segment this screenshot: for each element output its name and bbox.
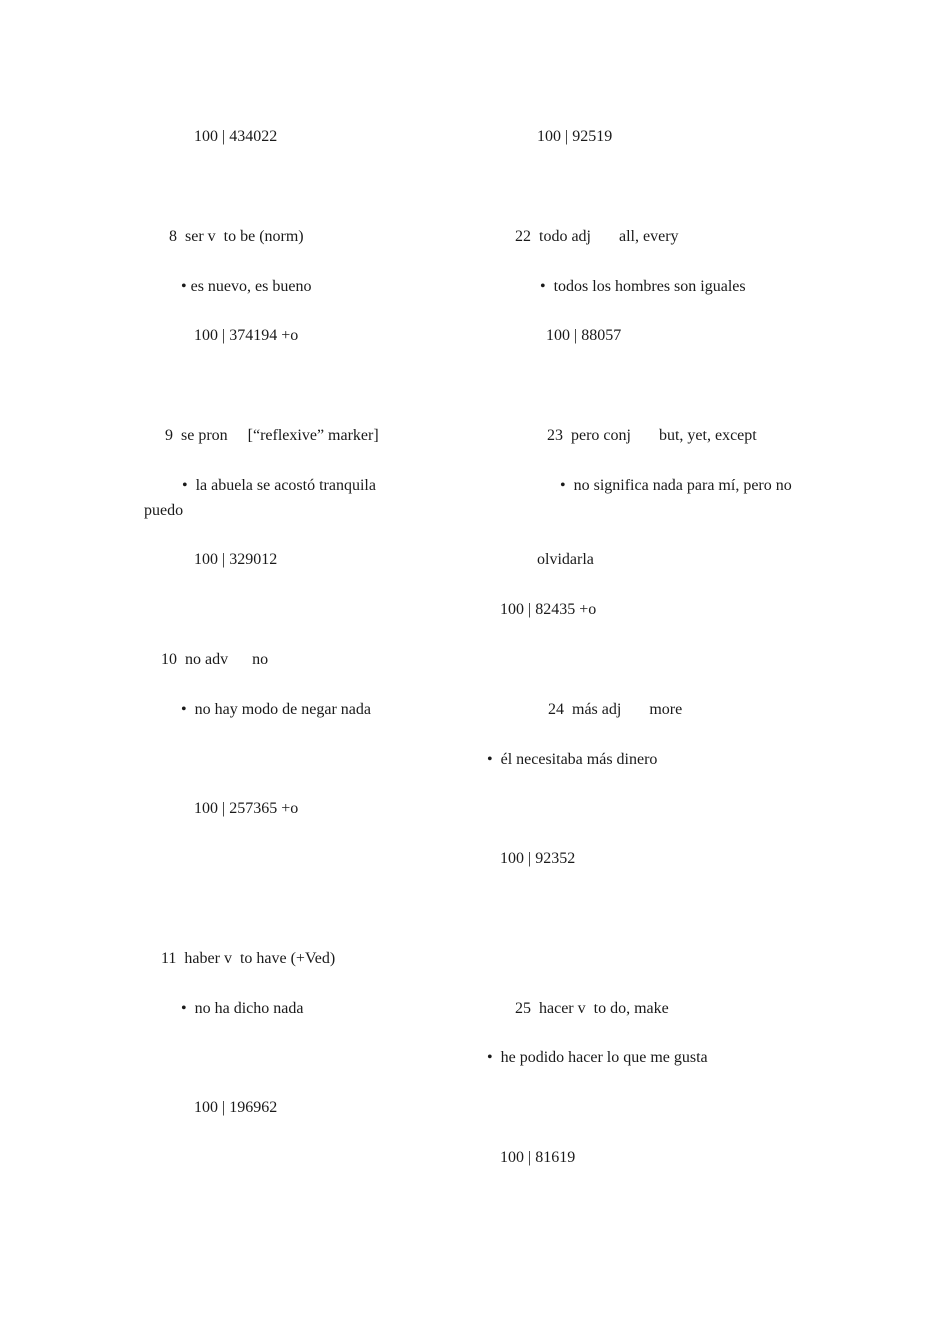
entry-25-example: • he podido hacer lo que me gusta: [487, 1049, 708, 1066]
entry-22-example: • todos los hombres son iguales: [540, 278, 746, 295]
entry-21-stats: 100 | 92519: [537, 128, 613, 145]
entry-22-headword: 22 todo adj all, every: [515, 228, 679, 245]
entry-23-example-continuation: olvidarla: [537, 551, 594, 568]
entry-11-headword: 11 haber v to have (+Ved): [161, 950, 336, 967]
entry-10-example: • no hay modo de negar nada: [181, 701, 371, 718]
entry-22-stats: 100 | 88057: [546, 327, 622, 344]
entry-25-headword: 25 hacer v to do, make: [515, 1000, 669, 1017]
entry-8-headword: 8 ser v to be (norm): [169, 228, 304, 245]
entry-11-stats: 100 | 196962: [194, 1099, 278, 1116]
entry-8-stats: 100 | 374194 +o: [194, 327, 299, 344]
entry-23-example: • no significa nada para mí, pero no: [560, 477, 792, 494]
entry-9-headword: 9 se pron [“reflexive” marker]: [165, 427, 379, 444]
entry-23-stats: 100 | 82435 +o: [500, 601, 597, 618]
entry-24-headword: 24 más adj more: [548, 701, 683, 718]
entry-11-example: • no ha dicho nada: [181, 1000, 304, 1017]
entry-10-stats: 100 | 257365 +o: [194, 800, 299, 817]
entry-9-stats: 100 | 329012: [194, 551, 278, 568]
entry-10-headword: 10 no adv no: [161, 651, 269, 668]
entry-23-example-spill: puedo: [144, 502, 184, 519]
entry-24-stats: 100 | 92352: [500, 850, 576, 867]
entry-23-headword: 23 pero conj but, yet, except: [547, 427, 757, 444]
entry-24-example: • él necesitaba más dinero: [487, 751, 658, 768]
entry-8-example: • es nuevo, es bueno: [181, 278, 312, 295]
entry-9-example: • la abuela se acostó tranquila: [182, 477, 376, 494]
entry-25-stats: 100 | 81619: [500, 1149, 576, 1166]
entry-7-stats: 100 | 434022: [194, 128, 278, 145]
